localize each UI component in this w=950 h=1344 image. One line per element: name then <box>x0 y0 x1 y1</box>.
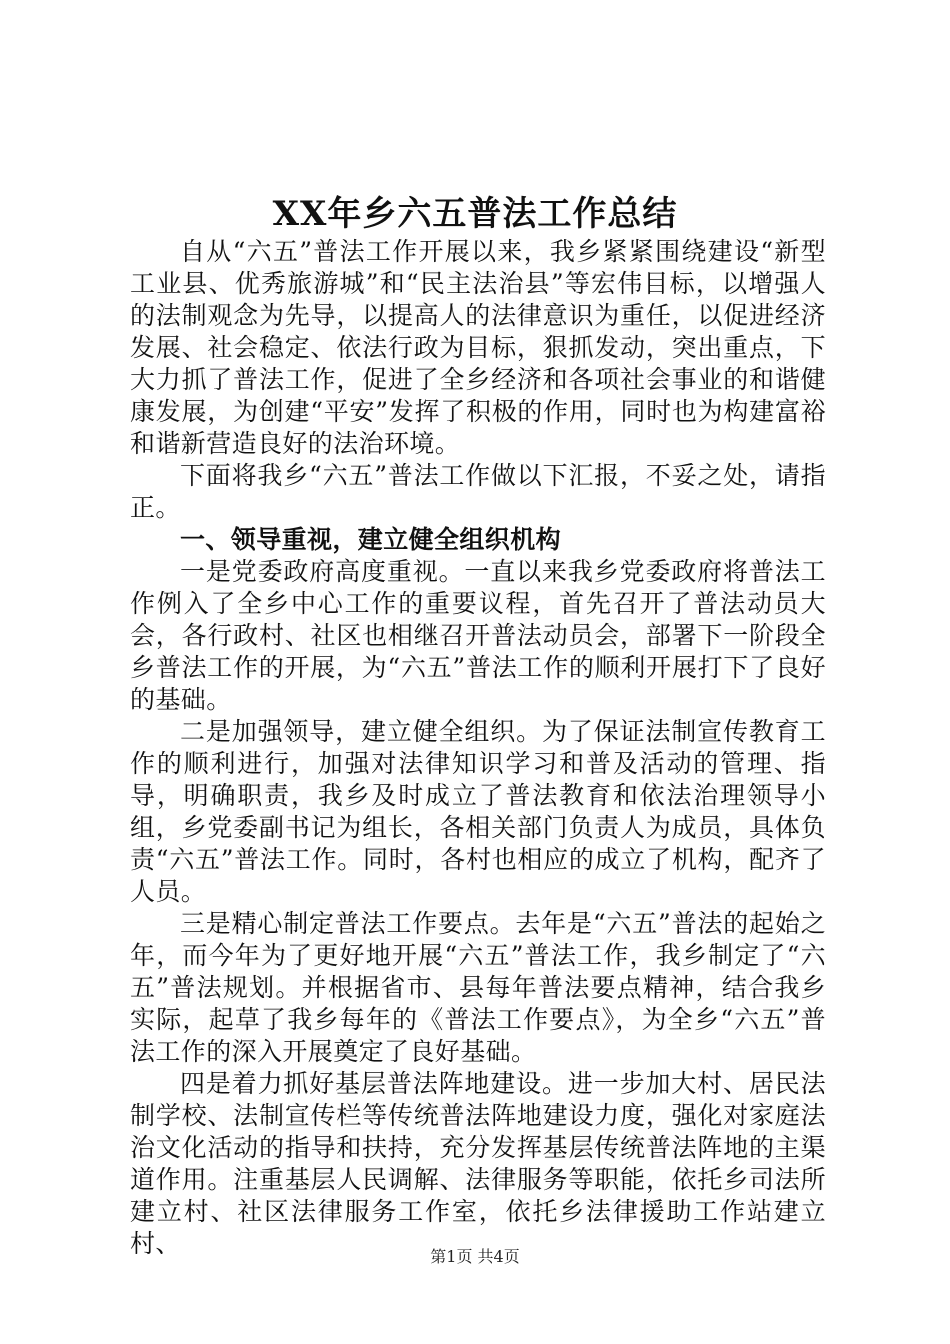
document-body <box>130 236 826 1260</box>
page-footer: 第1页 共4页 <box>430 1247 520 1266</box>
paragraph-item-4: 四是着力抓好基层普法阵地建设。进一步加大村、居民法制学校、法制宣传栏等传统普法阵地建设力度，强化对家庭法治文化活动的指导和扶持，充分发挥基层传统普法阵地的主渠道作用。注重基层人民调解、法律服务等职能，依托乡司法所建立村、社区法律服务工作室，依托乡法律援助工作站建立村、 <box>130 1069 826 1258</box>
paragraph-item-2: 二是加强领导，建立健全组织。为了保证法制宣传教育工作的顺利进行，加强对法律知识学习和普及活动的管理、指导，明确职责，我乡及时成立了普法教育和依法治理领导小组，乡党委副书记为组长，各相关部门负责人为成员，具体负责“六五”普法工作。同时，各村也相应的成立了机构，配齐了人员。 <box>130 717 826 906</box>
paragraph-item-3: 三是精心制定普法工作要点。去年是“六五”普法的起始之年，而今年为了更好地开展“六五”普法工作，我乡制定了“六五”普法规划。并根据省市、县每年普法要点精神，结合我乡实际，起草了我乡每年的《普法工作要点》，为全乡“六五”普法工作的深入开展奠定了良好基础。 <box>130 909 826 1066</box>
paragraph-intro: 自从“六五”普法工作开展以来，我乡紧紧围绕建设“新型工业县、优秀旅游城”和“民主法治县”等宏伟目标，以增强人的法制观念为先导，以提高人的法律意识为重任，以促进经济发展、社会稳定、依法行政为目标，狠抓发动，突出重点，下大力抓了普法工作，促进了全乡经济和各项社会事业的和谐健康发展，为创建“平安”发挥了积极的作用，同时也为构建富裕和谐新营造良好的法治环境。 <box>130 237 826 458</box>
paragraph-item-1: 一是党委政府高度重视。一直以来我乡党委政府将普法工作例入了全乡中心工作的重要议程，首先召开了普法动员大会，各行政村、社区也相继召开普法动员会，部署下一阶段全乡普法工作的开展，为“六五”普法工作的顺利开展打下了良好的基础。 <box>130 557 826 714</box>
paragraph-report-note: 下面将我乡“六五”普法工作做以下汇报，不妥之处，请指正。 <box>130 461 826 522</box>
section-heading-1: 一、领导重视，建立健全组织机构 <box>180 525 562 554</box>
document-title: XX年乡六五普法工作总结 <box>272 194 678 234</box>
